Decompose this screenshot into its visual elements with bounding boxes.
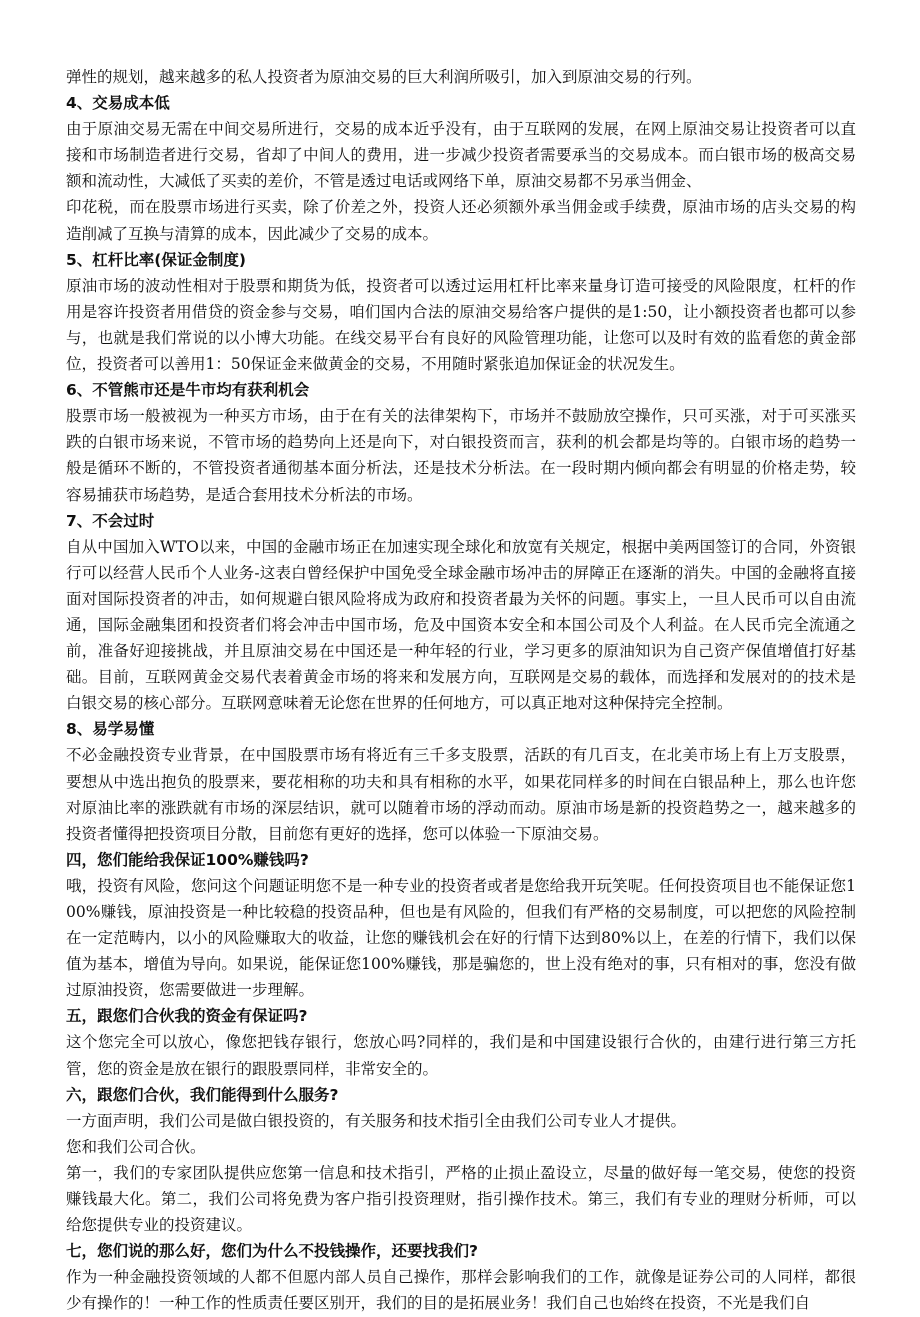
paragraph-7: 不必金融投资专业背景，在中国股票市场有将近有三千多支股票，活跃的有几百支，在北美市场上有上万支股票，要想从中选出抱负的股票来，要花相称的功夫和具有相称的水平，如果花同样多的时间在白银品种上，那么也许您对原油比率的涨跌就有市场的深层结识，就可以随着市场的浮动而动。原油市场是新的投资趋势之一，越来越多的投资者懂得把投资项目分散，目前您有更好的选择，您可以体验一下原油交易。 <box>66 746 856 843</box>
heading-transaction-cost: 4、交易成本低 <box>66 94 170 113</box>
document-body <box>66 64 856 1317</box>
heading-guarantee-profit: 四，您们能给我保证100%赚钱吗? <box>66 850 309 869</box>
heading-services: 六，跟您们合伙，我们能得到什么服务? <box>66 1085 339 1104</box>
paragraph-5: 股票市场一般被视为一种买方市场，由于在有关的法律架构下，市场并不鼓励放空操作，只可买涨，对于可买涨买跌的白银市场来说，不管市场的趋势向上还是向下，对白银投资而言，获利的机会都是均等的。白银市场的趋势一般是循环不断的，不管投资者通彻基本面分析法，还是技术分析法。在一段时期内倾向都会有明显的价格走势，较容易捕获市场趋势，是适合套用技术分析法的市场。 <box>66 407 856 504</box>
heading-leverage: 5、杠杆比率(保证金制度) <box>66 250 246 269</box>
paragraph-1: 弹性的规划，越来越多的私人投资者为原油交易的巨大利润所吸引，加入到原油交易的行列。 <box>66 68 702 86</box>
heading-fund-safety: 五，跟您们合伙我的资金有保证吗? <box>66 1007 308 1026</box>
paragraph-12: 第一，我们的专家团队提供应您第一信息和技术指引，严格的止损止盈设立，尽量的做好每一笔交易，使您的投资赚钱最大化。第二，我们公司将免费为客户指引投资理财，指引操作技术。第三，我们有专业的理财分析师，可以给您提供专业的投资建议。 <box>66 1163 856 1235</box>
paragraph-11: 您和我们公司合伙。 <box>66 1137 206 1156</box>
paragraph-13: 作为一种金融投资领域的人都不但愿内部人员自己操作，那样会影响我们的工作，就像是证券公司的人同样，都很少有操作的！一种工作的性质责任要区别开，我们的目的是拓展业务！我们自己也始终在投资，不光是我们自 <box>66 1268 856 1313</box>
paragraph-9: 这个您完全可以放心，像您把钱存银行，您放心吗?同样的，我们是和中国建设银行合伙的，由建行进行第三方托管，您的资金是放在银行的跟股票同样，非常安全的。 <box>66 1033 856 1078</box>
paragraph-3: 印花税，而在股票市场进行买卖，除了价差之外，投资人还必须额外承当佣金或手续费，原油市场的店头交易的构造削减了互换与清算的成本，因此减少了交易的成本。 <box>66 198 856 243</box>
heading-bull-bear: 6、不管熊市还是牛市均有获利机会 <box>66 381 310 400</box>
paragraph-8: 哦，投资有风险，您问这个问题证明您不是一种专业的投资者或者是您给我开玩笑呢。任何投资项目也不能保证您100%赚钱，原油投资是一种比较稳的投资品种，但也是有风险的，但我们有严格的交易制度，可以把您的风险控制在一定范畴内，以小的风险赚取大的收益，让您的赚钱机会在好的行情下达到80%以上，在差的行情下，我们以保值为基本，增值为导向。如果说，能保证您100%赚钱，那是骗您的，世上没有绝对的事，只有相对的事，您没有做过原油投资，您需要做进一步理解。 <box>66 876 856 1000</box>
paragraph-10: 一方面声明，我们公司是做白银投资的，有关服务和技术指引全由我们公司专业人才提供。 <box>66 1111 687 1130</box>
paragraph-6: 自从中国加入WTO以来，中国的金融市场正在加速实现全球化和放宽有关规定，根据中美两国签订的合同，外资银行可以经营人民币个人业务-这表白曾经保护中国免受全球金融市场冲击的屏障正在逐渐的消失。中国的金融将直接面对国际投资者的冲击，如何规避白银风险将成为政府和投资者最为关怀的问题。事实上，一旦人民币可以自由流通，国际金融集团和投资者们将会冲击中国市场，危及中国资本安全和本国公司及个人利益。在人民币完全流通之前，准备好迎接挑战，并且原油交易在中国还是一种年轻的行业，学习更多的原油知识为自己资产保值增值打好基础。目前，互联网黄金交易代表着黄金市场的将来和发展方向，互联网是交易的载体，而选择和发展对的的技术是白银交易的核心部分。互联网意味着无论您在世界的任何地方，可以真正地对这种保持完全控制。 <box>66 537 856 713</box>
paragraph-4: 原油市场的波动性相对于股票和期货为低，投资者可以透过运用杠杆比率来量身订造可接受的风险限度，杠杆的作用是容许投资者用借贷的资金参与交易，咱们国内合法的原油交易给客户提供的是1:50，让小额投资者也都可以参与，也就是我们常说的以小博大功能。在线交易平台有良好的风险管理功能，让您可以及时有效的监看您的黄金部位，投资者可以善用1：50保证金来做黄金的交易，不用随时紧张追加保证金的状况发生。 <box>66 276 856 374</box>
heading-easy-to-learn: 8、易学易懂 <box>66 720 155 739</box>
heading-not-outdated: 7、不会过时 <box>66 511 155 530</box>
heading-why-not-invest: 七，您们说的那么好，您们为什么不投钱操作，还要找我们? <box>66 1242 478 1261</box>
paragraph-2: 由于原油交易无需在中间交易所进行，交易的成本近乎没有，由于互联网的发展，在网上原油交易让投资者可以直接和市场制造者进行交易，省却了中间人的费用，进一步减少投资者需要承当的交易成本。而白银市场的极高交易额和流动性，大减低了买卖的差价，不管是透过电话或网络下单，原油交易都不另承当佣金、 <box>66 120 856 191</box>
